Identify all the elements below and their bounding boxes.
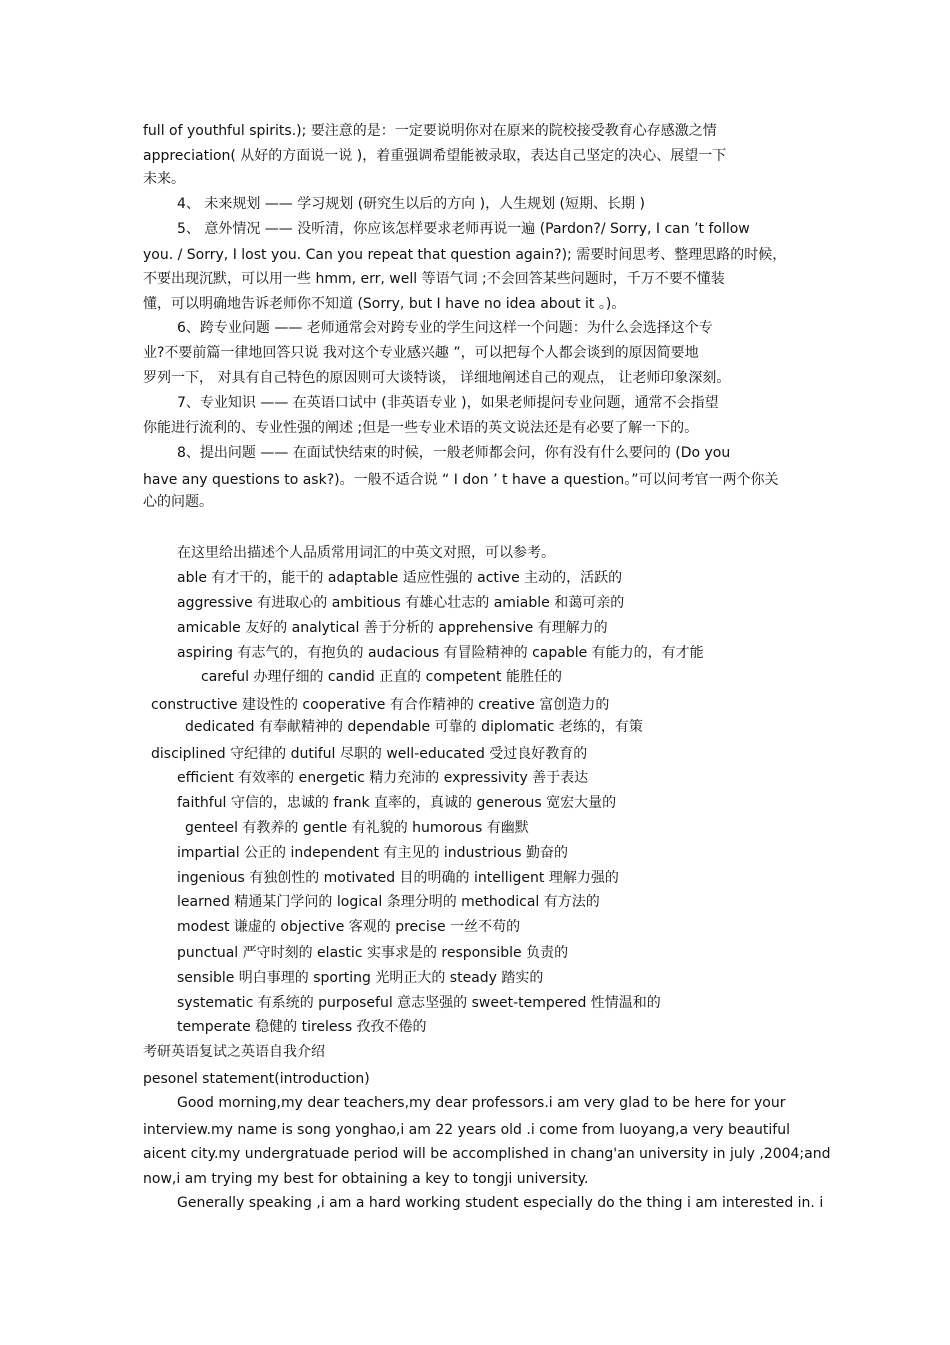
vocab-row: genteel 有教养的 gentle 有礼貌的 humorous 有幽默 — [185, 820, 529, 836]
text-line: full of youthful spirits.); 要注意的是：一定要说明你对在原来的院校接受教育心存感激之情 — [143, 123, 717, 139]
text-line: 你能进行流利的、专业性强的阐述 ;但是一些专业术语的英文说法还是有必要了解一下的。 — [143, 420, 699, 436]
vocab-row: impartial 公正的 independent 有主见的 industrious 勤奋的 — [177, 845, 569, 861]
vocab-row: punctual 严守时刻的 elastic 实事求是的 responsible 负责的 — [177, 945, 569, 961]
section-subtitle: pesonel statement(introduction) — [143, 1071, 370, 1087]
text-line: 心的问题。 — [143, 494, 213, 510]
vocab-row: systematic 有系统的 purposeful 意志坚强的 sweet-tempered 性情温和的 — [177, 995, 661, 1011]
vocab-row: temperate 稳健的 tireless 孜孜不倦的 — [177, 1019, 427, 1035]
vocab-row: amicable 友好的 analytical 善于分析的 apprehensive 有理解力的 — [177, 620, 608, 636]
vocab-row: aggressive 有进取心的 ambitious 有雄心壮志的 amiable 和蔼可亲的 — [177, 595, 625, 611]
vocab-row: aspiring 有志气的，有抱负的 audacious 有冒险精神的 capable 有能力的，有才能 — [177, 645, 704, 661]
text-line: interview.my name is song yonghao,i am 22 years old .i come from luoyang,a very beautiful — [143, 1122, 791, 1138]
vocab-row: dedicated 有奉献精神的 dependable 可靠的 diplomatic 老练的，有策 — [185, 719, 643, 735]
text-line: 业?不要前篇一律地回答只说 我对这个专业感兴趣 ”，可以把每个人都会谈到的原因简要地 — [143, 345, 699, 361]
text-line: you. / Sorry, I lost you. Can you repeat that question again?); 需要时间思考、整理思路的时候， — [143, 247, 787, 263]
vocab-intro: 在这里给出描述个人品质常用词汇的中英文对照，可以参考。 — [177, 545, 555, 561]
vocab-row: efficient 有效率的 energetic 精力充沛的 expressivity 善于表达 — [177, 770, 589, 786]
text-line: 懂，可以明确地告诉老师你不知道 (Sorry, but I have no idea about it 。)。 — [143, 296, 626, 312]
vocab-row: able 有才干的，能干的 adaptable 适应性强的 active 主动的，活跃的 — [177, 570, 623, 586]
vocab-row: modest 谦虚的 objective 客观的 precise 一丝不苟的 — [177, 919, 521, 935]
text-line: have any questions to ask?)。一般不适合说 “ I don ’ t have a question。”可以问考官一两个你关 — [143, 472, 779, 488]
text-line: 未来。 — [143, 171, 185, 187]
vocab-row: careful 办理仔细的 candid 正直的 competent 能胜任的 — [201, 669, 562, 685]
vocab-row: ingenious 有独创性的 motivated 目的明确的 intelligent 理解力强的 — [177, 870, 619, 886]
text-line: 罗列一下， 对具有自己特色的原因则可大谈特谈， 详细地阐述自己的观点， 让老师印象深刻。 — [143, 370, 731, 386]
vocab-row: disciplined 守纪律的 dutiful 尽职的 well-educated 受过良好教育的 — [151, 746, 588, 762]
vocab-row: sensible 明白事理的 sporting 光明正大的 steady 踏实的 — [177, 970, 544, 986]
vocab-row: constructive 建设性的 cooperative 有合作精神的 creative 富创造力的 — [151, 697, 610, 713]
list-item-7: 7、专业知识 —— 在英语口试中 (非英语专业 )，如果老师提问专业问题，通常不会指望 — [177, 395, 719, 411]
text-line: now,i am trying my best for obtaining a key to tongji university. — [143, 1171, 589, 1187]
list-item-8: 8、提出问题 —— 在面试快结束的时候，一般老师都会问，你有没有什么要问的 (Do you — [177, 445, 731, 461]
list-item-6: 6、跨专业问题 —— 老师通常会对跨专业的学生问这样一个问题：为什么会选择这个专 — [177, 320, 713, 336]
text-line: Generally speaking ,i am a hard working student especially do the thing i am interested in. i — [177, 1195, 824, 1211]
vocab-row: faithful 守信的，忠诚的 frank 直率的，真诚的 generous 宽宏大量的 — [177, 795, 617, 811]
list-item-4: 4、 未来规划 —— 学习规划 (研究生以后的方向 )，人生规划 (短期、长期 ) — [177, 196, 645, 212]
text-line: appreciation( 从好的方面说一说 )，着重强调希望能被录取，表达自己坚定的决心、展望一下 — [143, 148, 727, 164]
vocab-row: learned 精通某门学问的 logical 条理分明的 methodical 有方法的 — [177, 894, 600, 910]
text-line: aicent city.my undergratuade period will be accomplished in chang'an university in july ,2004;and — [143, 1146, 831, 1162]
text-line: 不要出现沉默，可以用一些 hmm, err, well 等语气词 ;不会回答某些问题时，千万不要不懂装 — [143, 271, 725, 287]
list-item-5: 5、 意外情况 —— 没听清，你应该怎样要求老师再说一遍 (Pardon?/ Sorry, I can ’t follow — [177, 221, 750, 237]
section-title: 考研英语复试之英语自我介绍 — [143, 1044, 325, 1060]
text-line: Good morning,my dear teachers,my dear professors.i am very glad to be here for your — [177, 1095, 786, 1111]
